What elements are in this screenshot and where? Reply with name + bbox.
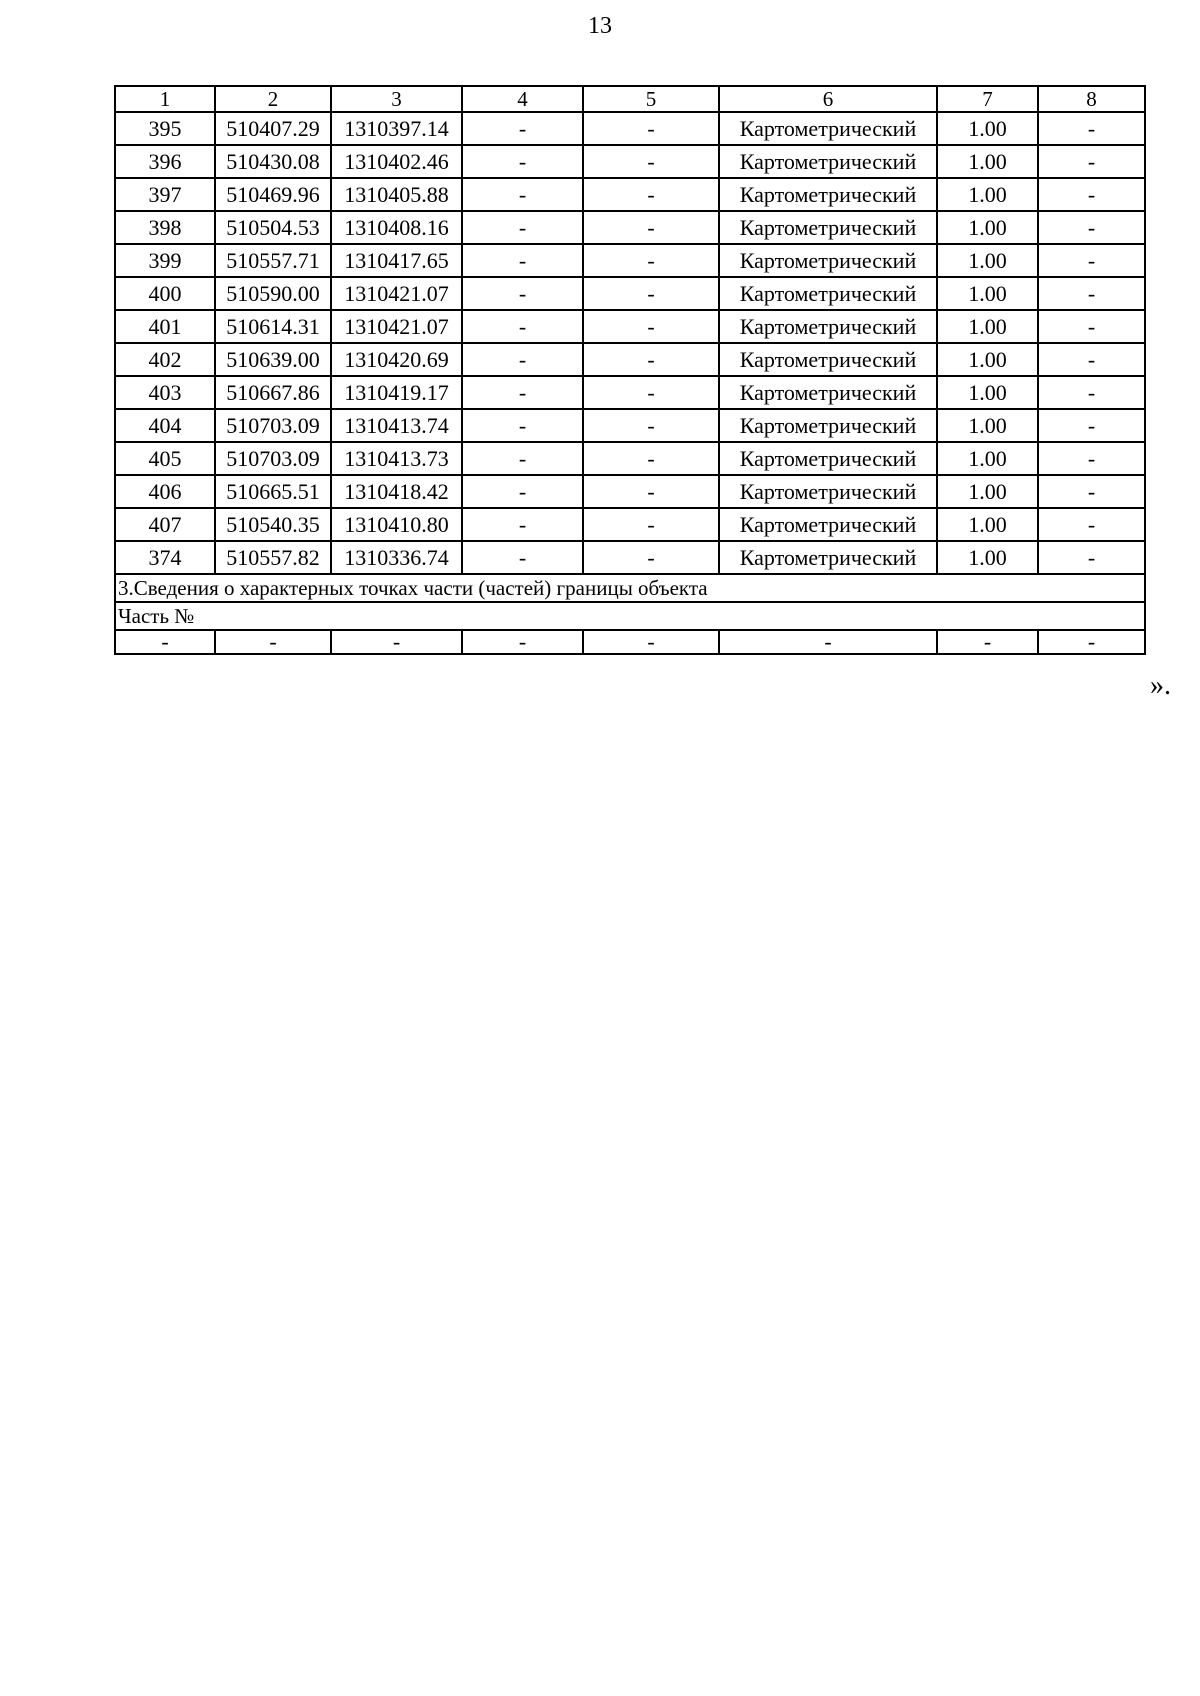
- y-coordinate-cell: 1310410.80: [331, 508, 462, 541]
- method-cell: Картометрический: [719, 112, 937, 145]
- col5-cell: -: [583, 277, 719, 310]
- header-cell: 5: [583, 86, 719, 112]
- method-cell: Картометрический: [719, 178, 937, 211]
- table-row: [115, 541, 1145, 574]
- table-row: [115, 376, 1145, 409]
- method-cell: Картометрический: [719, 244, 937, 277]
- col4-cell: -: [462, 211, 583, 244]
- method-cell: Картометрический: [719, 475, 937, 508]
- accuracy-cell: 1.00: [937, 310, 1038, 343]
- x-coordinate-cell: 510557.82: [215, 541, 331, 574]
- accuracy-cell: 1.00: [937, 112, 1038, 145]
- empty-part-row: [115, 630, 1145, 654]
- table-row: [115, 277, 1145, 310]
- accuracy-cell: 1.00: [937, 145, 1038, 178]
- col8-cell: -: [1038, 277, 1145, 310]
- col5-cell: -: [583, 211, 719, 244]
- section-title-row: [115, 574, 1145, 602]
- table-body: [115, 86, 1145, 654]
- col8-cell: -: [1038, 178, 1145, 211]
- method-cell: Картометрический: [719, 310, 937, 343]
- col8-cell: -: [1038, 475, 1145, 508]
- accuracy-cell: 1.00: [937, 277, 1038, 310]
- table-row: [115, 112, 1145, 145]
- header-cell: 2: [215, 86, 331, 112]
- y-coordinate-cell: 1310418.42: [331, 475, 462, 508]
- y-coordinate-cell: 1310420.69: [331, 343, 462, 376]
- table-row: [115, 310, 1145, 343]
- empty-cell: -: [115, 630, 215, 654]
- method-cell: Картометрический: [719, 508, 937, 541]
- y-coordinate-cell: 1310408.16: [331, 211, 462, 244]
- point-number-cell: 406: [115, 475, 215, 508]
- y-coordinate-cell: 1310421.07: [331, 310, 462, 343]
- point-number-cell: 405: [115, 442, 215, 475]
- part-label-row: [115, 602, 1145, 630]
- empty-cell: -: [331, 630, 462, 654]
- col4-cell: -: [462, 244, 583, 277]
- col8-cell: -: [1038, 376, 1145, 409]
- point-number-cell: 403: [115, 376, 215, 409]
- table-row: [115, 145, 1145, 178]
- part-label: Часть №: [115, 602, 1145, 630]
- point-number-cell: 407: [115, 508, 215, 541]
- point-number-cell: 396: [115, 145, 215, 178]
- table-row: [115, 343, 1145, 376]
- method-cell: Картометрический: [719, 211, 937, 244]
- table-row: [115, 178, 1145, 211]
- col8-cell: -: [1038, 541, 1145, 574]
- col4-cell: -: [462, 508, 583, 541]
- header-cell: 6: [719, 86, 937, 112]
- point-number-cell: 398: [115, 211, 215, 244]
- col4-cell: -: [462, 178, 583, 211]
- col4-cell: -: [462, 409, 583, 442]
- point-number-cell: 404: [115, 409, 215, 442]
- col4-cell: -: [462, 376, 583, 409]
- x-coordinate-cell: 510703.09: [215, 442, 331, 475]
- method-cell: Картометрический: [719, 541, 937, 574]
- point-number-cell: 399: [115, 244, 215, 277]
- header-cell: 4: [462, 86, 583, 112]
- table-row: [115, 409, 1145, 442]
- x-coordinate-cell: 510590.00: [215, 277, 331, 310]
- x-coordinate-cell: 510430.08: [215, 145, 331, 178]
- header-cell: 1: [115, 86, 215, 112]
- col8-cell: -: [1038, 244, 1145, 277]
- x-coordinate-cell: 510540.35: [215, 508, 331, 541]
- col4-cell: -: [462, 112, 583, 145]
- col8-cell: -: [1038, 508, 1145, 541]
- y-coordinate-cell: 1310419.17: [331, 376, 462, 409]
- col5-cell: -: [583, 112, 719, 145]
- y-coordinate-cell: 1310402.46: [331, 145, 462, 178]
- method-cell: Картометрический: [719, 145, 937, 178]
- point-number-cell: 374: [115, 541, 215, 574]
- point-number-cell: 397: [115, 178, 215, 211]
- x-coordinate-cell: 510639.00: [215, 343, 331, 376]
- col4-cell: -: [462, 277, 583, 310]
- point-number-cell: 402: [115, 343, 215, 376]
- empty-cell: -: [1038, 630, 1145, 654]
- header-cell: 7: [937, 86, 1038, 112]
- accuracy-cell: 1.00: [937, 442, 1038, 475]
- col5-cell: -: [583, 475, 719, 508]
- col4-cell: -: [462, 145, 583, 178]
- closing-quote-mark: ».: [1150, 670, 1171, 701]
- accuracy-cell: 1.00: [937, 178, 1038, 211]
- table-row: [115, 475, 1145, 508]
- method-cell: Картометрический: [719, 277, 937, 310]
- y-coordinate-cell: 1310417.65: [331, 244, 462, 277]
- accuracy-cell: 1.00: [937, 508, 1038, 541]
- col8-cell: -: [1038, 343, 1145, 376]
- col5-cell: -: [583, 376, 719, 409]
- y-coordinate-cell: 1310397.14: [331, 112, 462, 145]
- accuracy-cell: 1.00: [937, 409, 1038, 442]
- col5-cell: -: [583, 541, 719, 574]
- x-coordinate-cell: 510469.96: [215, 178, 331, 211]
- table-header-row: [115, 86, 1145, 112]
- point-number-cell: 395: [115, 112, 215, 145]
- header-cell: 8: [1038, 86, 1145, 112]
- col8-cell: -: [1038, 211, 1145, 244]
- x-coordinate-cell: 510614.31: [215, 310, 331, 343]
- empty-cell: -: [937, 630, 1038, 654]
- accuracy-cell: 1.00: [937, 475, 1038, 508]
- col8-cell: -: [1038, 442, 1145, 475]
- y-coordinate-cell: 1310413.73: [331, 442, 462, 475]
- col5-cell: -: [583, 145, 719, 178]
- empty-cell: -: [583, 630, 719, 654]
- method-cell: Картометрический: [719, 343, 937, 376]
- y-coordinate-cell: 1310336.74: [331, 541, 462, 574]
- col8-cell: -: [1038, 310, 1145, 343]
- point-number-cell: 400: [115, 277, 215, 310]
- section-title: 3.Сведения о характерных точках части (частей) границы объекта: [115, 574, 1145, 602]
- header-cell: 3: [331, 86, 462, 112]
- col4-cell: -: [462, 541, 583, 574]
- col5-cell: -: [583, 178, 719, 211]
- y-coordinate-cell: 1310421.07: [331, 277, 462, 310]
- empty-cell: -: [462, 630, 583, 654]
- accuracy-cell: 1.00: [937, 211, 1038, 244]
- accuracy-cell: 1.00: [937, 541, 1038, 574]
- col5-cell: -: [583, 508, 719, 541]
- x-coordinate-cell: 510667.86: [215, 376, 331, 409]
- x-coordinate-cell: 510665.51: [215, 475, 331, 508]
- accuracy-cell: 1.00: [937, 376, 1038, 409]
- page-number: 13: [588, 13, 612, 39]
- table-row: [115, 244, 1145, 277]
- boundary-points-table: [114, 85, 1146, 655]
- col8-cell: -: [1038, 112, 1145, 145]
- col4-cell: -: [462, 475, 583, 508]
- empty-cell: -: [215, 630, 331, 654]
- table-row: [115, 442, 1145, 475]
- empty-cell: -: [719, 630, 937, 654]
- accuracy-cell: 1.00: [937, 244, 1038, 277]
- y-coordinate-cell: 1310413.74: [331, 409, 462, 442]
- x-coordinate-cell: 510407.29: [215, 112, 331, 145]
- method-cell: Картометрический: [719, 376, 937, 409]
- accuracy-cell: 1.00: [937, 343, 1038, 376]
- col8-cell: -: [1038, 145, 1145, 178]
- table-row: [115, 508, 1145, 541]
- point-number-cell: 401: [115, 310, 215, 343]
- col4-cell: -: [462, 310, 583, 343]
- col4-cell: -: [462, 442, 583, 475]
- table-row: [115, 211, 1145, 244]
- x-coordinate-cell: 510557.71: [215, 244, 331, 277]
- col5-cell: -: [583, 310, 719, 343]
- col5-cell: -: [583, 409, 719, 442]
- y-coordinate-cell: 1310405.88: [331, 178, 462, 211]
- col4-cell: -: [462, 343, 583, 376]
- col5-cell: -: [583, 442, 719, 475]
- col5-cell: -: [583, 343, 719, 376]
- col8-cell: -: [1038, 409, 1145, 442]
- x-coordinate-cell: 510703.09: [215, 409, 331, 442]
- col5-cell: -: [583, 244, 719, 277]
- x-coordinate-cell: 510504.53: [215, 211, 331, 244]
- method-cell: Картометрический: [719, 409, 937, 442]
- method-cell: Картометрический: [719, 442, 937, 475]
